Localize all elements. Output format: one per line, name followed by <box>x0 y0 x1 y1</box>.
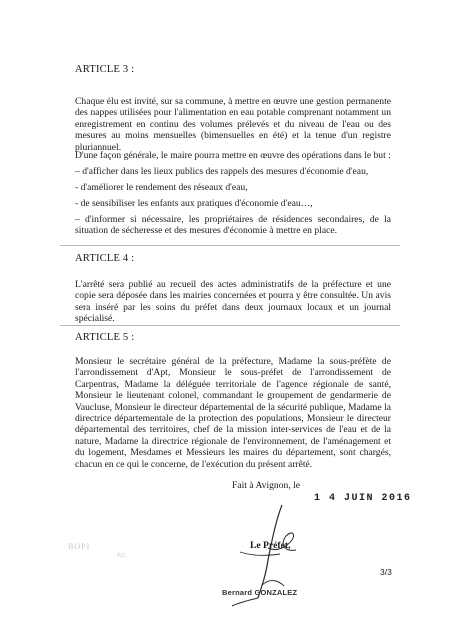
article-5-heading: ARTICLE 5 : <box>75 332 135 343</box>
date-stamp: 1 4 JUIN 2016 <box>314 493 412 504</box>
signature-place: Fait à Avignon, le <box>232 480 301 491</box>
article-3-item: – d'afficher dans les lieux publics des rappels des mesures d'économie d'eau, <box>75 166 369 177</box>
faint-stamp-mark: BOPI <box>68 542 91 551</box>
page-number: 3/3 <box>380 567 392 577</box>
article-4-paragraph: L'arrêté sera publié au recueil des actes administratifs de la préfecture et une copie sera déposée dans les mairies concernées et pourra y être consultée. Un avis sera inséré par les soins du préfet dans deux journaux locaux et un journal spécialisé. <box>75 279 391 325</box>
signer-name: Bernard GONZALEZ <box>222 588 298 597</box>
article-3-intro: D'une façon générale, le maire pourra mettre en œuvre des opérations dans le but : <box>75 150 391 161</box>
article-3-heading: ARTICLE 3 : <box>75 64 135 75</box>
signature-title: Le Préfet, <box>250 540 291 551</box>
article-3-paragraph: Chaque élu est invité, sur sa commune, à mettre en œuvre une gestion permanente des nappes utilisées pour l'alimentation en eau potable comprenant notamment un enregistrement en continu des volumes prélevés et du niveau de l'eau ou des mesures au moins mensuelles (bimensuelles en été) et la tenue d'un registre pluriannuel. <box>75 96 391 153</box>
article-5-paragraph: Monsieur le secrétaire général de la préfecture, Madame la sous-préfète de l'arrondissement d'Apt, Monsieur le sous-préfet de l'arrondissement de Carpentras, Madame la déléguée territoriale de l'agence régionale de santé, Monsieur le lieutenant colonel, commandant le groupement de gendarmerie de Vaucluse, Monsieur le directeur départemental de la sécurité publique, Madame la directrice départementale de la protection des populations, Monsieur le directeur départemental des territoires, chef de la mission inter-services de l'eau et de la nature, Madame la directrice régionale de l'environnement, de l'aménagement et du logement, Mesdames et Messieurs les maires du département, sont chargés, chacun en ce qui le concerne, de l'exécution du présent arrêté. <box>75 356 391 470</box>
article-3-item: - d'améliorer le rendement des réseaux d'eau, <box>75 182 248 193</box>
article-4-heading: ARTICLE 4 : <box>75 253 135 264</box>
article-3-item: - de sensibiliser les enfants aux pratiques d'économie d'eau…, <box>75 198 313 209</box>
faint-stamp-mark: P.U. <box>117 553 128 559</box>
article-3-item: – d'informer si nécessaire, les propriétaires de résidences secondaires, de la situation de sécheresse et des mesures d'économie à mettre en place. <box>75 214 391 237</box>
